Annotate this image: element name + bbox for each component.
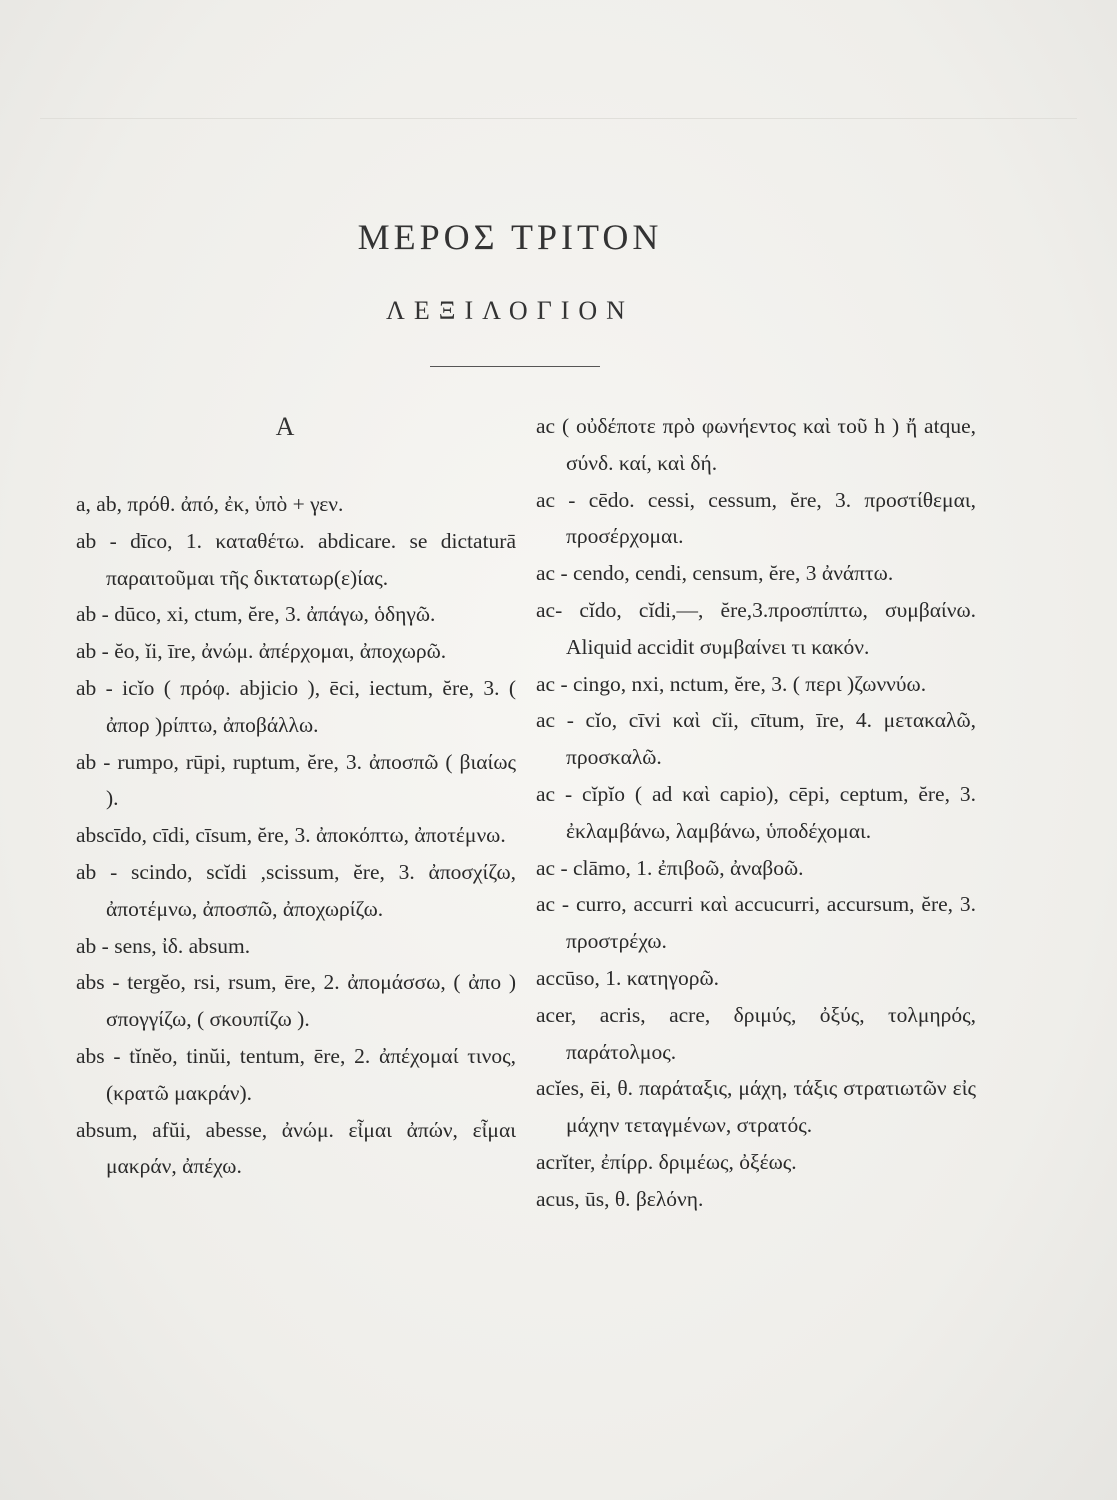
section-title: ΛΕΞΙΛΟΓΙΟΝ: [386, 296, 634, 325]
dictionary-entry: ac - cingo, nxi, nctum, ĕre, 3. ( περι )ζωννύω.: [536, 671, 927, 696]
dictionary-entry: a, ab, πρόθ. ἀπό, ἐκ, ὑπὸ + γεν.: [76, 492, 344, 516]
right-column: [536, 408, 976, 1218]
dictionary-entry: abs - tĭnĕo, tinŭi, tentum, ēre, 2. ἀπέχομαί τινος, (κρατῶ μακράν).: [76, 1043, 516, 1105]
dictionary-entry: ab - rumpo, rūpi, ruptum, ĕre, 3. ἀποσπῶ ( βιαίως ).: [76, 749, 516, 811]
dictionary-entry: ab - ĕo, ĭi, īre, ἀνώμ. ἀπέρχομαι, ἀποχωρῶ.: [76, 639, 447, 664]
dictionary-entry: ab - icĭo ( πρόφ. abjicio ), ēci, iectum, ĕre, 3. ( ἀπορ )ρίπτω, ἀποβάλλω.: [76, 675, 516, 737]
dictionary-entry: ac - cēdo. cessi, cessum, ĕre, 3. προστίθεμαι, προσέρχομαι.: [536, 487, 976, 549]
left-column: [76, 486, 516, 1185]
title-rule: [430, 366, 600, 367]
dictionary-entry: acĭes, ēi, θ. παράταξις, μάχη, τάξις στρατιωτῶν εἰς μάχην τεταγμένων, στρατός.: [536, 1076, 976, 1138]
bleed-through-line: [40, 118, 1077, 119]
dictionary-entry: acer, acris, acre, δριμύς, ὀξύς, τολμηρός, παράτολμος.: [536, 1002, 976, 1064]
dictionary-entry: accūso, 1. κατηγορῶ.: [536, 965, 720, 990]
dictionary-entry: ab - dīco, 1. καταθέτω. abdicare. se dictaturā παραιτοῦμαι τῆς δικτατωρ(ε)ίας.: [76, 528, 516, 590]
dictionary-entry: ac ( οὐδέποτε πρὸ φωνήεντος καὶ τοῦ h ) ἤ atque, σύνδ. καί, καὶ δή.: [536, 414, 976, 475]
dictionary-entry: ac- cĭdo, cĭdi,—, ĕre,3.προσπίπτω, συμβαίνω. Aliquid accidit συμβαίνει τι κακόν.: [536, 597, 976, 659]
part-title: ΜΕΡΟΣ ΤΡΙΤΟΝ: [357, 217, 663, 257]
dictionary-entry: ac - cendo, cendi, censum, ĕre, 3 ἀνάπτω.: [536, 561, 894, 586]
dictionary-entry: acus, ūs, θ. βελόνη.: [536, 1186, 704, 1211]
dictionary-entry: ab - scindo, scĭdi ,scissum, ĕre, 3. ἀποσχίζω, ἀποτέμνω, ἀποσπῶ, ἀποχωρίζω.: [76, 859, 516, 921]
letter-heading: A: [275, 412, 295, 441]
dictionary-entry: abscīdo, cīdi, cīsum, ĕre, 3. ἀποκόπτω, ἀποτέμνω.: [76, 823, 506, 848]
dictionary-entry: ab - dūco, xi, ctum, ĕre, 3. ἀπάγω, ὁδηγῶ.: [76, 602, 436, 627]
dictionary-entry: ac - curro, accurri καὶ accucurri, accursum, ĕre, 3. προστρέχω.: [536, 892, 976, 954]
dictionary-entry: ac - cĭpĭo ( ad καὶ capio), cēpi, ceptum, ĕre, 3. ἐκλαμβάνω, λαμβάνω, ὑποδέχομαι.: [536, 781, 976, 843]
dictionary-entry: ab - sens, ἰδ. absum.: [76, 933, 251, 958]
dictionary-entry: absum, afŭi, abesse, ἀνώμ. εἶμαι ἀπών, εἶμαι μακράν, ἀπέχω.: [76, 1117, 516, 1179]
dictionary-entry: abs - tergĕo, rsi, rsum, ēre, 2. ἀπομάσσω, ( ἀπο ) σπογγίζω, ( σκουπίζω ).: [76, 970, 516, 1032]
dictionary-entry: ac - cĭo, cīvi καὶ cĭi, cītum, īre, 4. μετακαλῶ, προσκαλῶ.: [536, 708, 976, 770]
dictionary-entry: ac - clāmo, 1. ἐπιβοῶ, ἀναβοῶ.: [536, 855, 804, 880]
dictionary-entry: acrĭter, ἐπίρρ. δριμέως, ὀξέως.: [536, 1149, 797, 1174]
